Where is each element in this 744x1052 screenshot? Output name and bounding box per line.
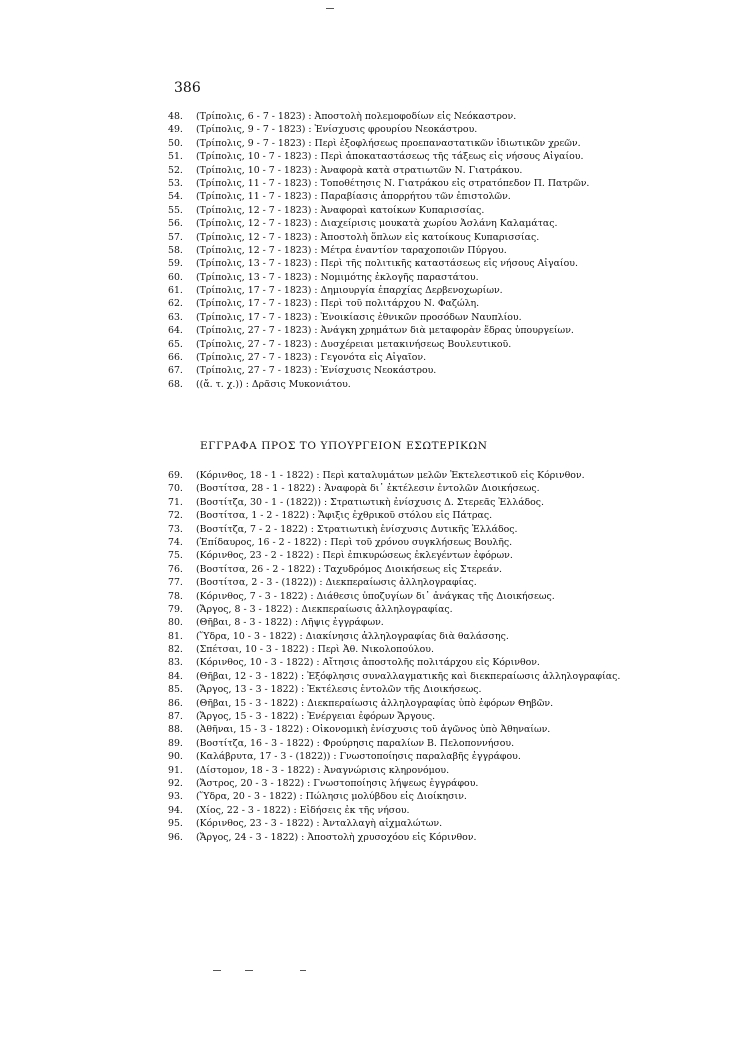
- item-number: 57.: [168, 231, 183, 243]
- list-item: [168, 831, 620, 844]
- item-number: 92.: [168, 777, 183, 789]
- item-text: (Τρίπολις, 11 - 7 - 1823) : Τοποθέτησις Ν. Γιατράκου εἰς στρατόπεδον Π. Πατρῶν.: [196, 177, 590, 189]
- item-text: (Κόρινθος, 10 - 3 - 1822) : Αἴτησις ἀποστολῆς πολιτάρχου εἰς Κόρινθον.: [196, 657, 540, 669]
- item-text: (Ἄστρος, 20 - 3 - 1822) : Γνωστοποίησις λήψεως ἐγγράφου.: [196, 777, 479, 789]
- item-number: 56.: [168, 218, 183, 230]
- item-number: 84.: [168, 670, 183, 682]
- list-item: [168, 656, 620, 669]
- item-number: 75.: [168, 550, 183, 562]
- list-item: [168, 378, 589, 391]
- list-item: [168, 110, 589, 123]
- scan-mark-bottom-3: [300, 970, 306, 971]
- list-item: [168, 271, 589, 284]
- item-text: (Θῆβαι, 15 - 3 - 1822) : Διεκπεραίωσις ἀλληλογραφίας ὑπὸ ἐφόρων Θηβῶν.: [196, 697, 554, 709]
- item-number: 85.: [168, 684, 183, 696]
- item-number: 60.: [168, 271, 183, 283]
- item-number: 58.: [168, 244, 183, 256]
- item-text: (Τρίπολις, 10 - 7 - 1823) : Ἀναφορὰ κατὰ στρατιωτῶν Ν. Γιατράκου.: [196, 164, 523, 176]
- item-text: (Τρίπολις, 27 - 7 - 1823) : Ἐνίσχυσις Νεοκάστρου.: [196, 365, 437, 377]
- item-number: 66.: [168, 352, 183, 364]
- list-item: [168, 590, 620, 603]
- list-item: [168, 643, 620, 656]
- item-text: (Καλάβρυτα, 17 - 3 - (1822)) : Γνωστοποίησις παραλαβῆς ἐγγράφου.: [196, 751, 521, 763]
- item-text: (Ὕδρα, 20 - 3 - 1822) : Πώλησις μολύβδου εἰς Διοίκησιν.: [196, 791, 467, 803]
- item-number: 95.: [168, 818, 183, 830]
- item-text: (Ἄργος, 8 - 3 - 1822) : Διεκπεραίωσις ἀλληλογραφίας.: [196, 603, 453, 615]
- list-item: [168, 190, 589, 203]
- list-item: [168, 284, 589, 297]
- list-item: [168, 549, 620, 562]
- item-number: 89.: [168, 737, 183, 749]
- list-item: [168, 737, 620, 750]
- list-item: [168, 817, 620, 830]
- item-number: 68.: [168, 378, 183, 390]
- item-text: (Τρίπολις, 6 - 7 - 1823) : Ἀποστολὴ πολεμοφοδίων εἰς Νεόκαστρον.: [196, 111, 517, 122]
- item-number: 50.: [168, 137, 183, 149]
- item-number: 90.: [168, 751, 183, 763]
- item-text: (Θῆβαι, 8 - 3 - 1822) : Λῆψις ἐγγράφων.: [196, 617, 384, 629]
- item-number: 86.: [168, 697, 183, 709]
- list-item: [168, 338, 589, 351]
- item-number: 81.: [168, 630, 183, 642]
- list-item: [168, 509, 620, 522]
- item-text: (Τρίπολις, 27 - 7 - 1823) : Ἀνάγκη χρημάτων διὰ μεταφορὰν ἕδρας ὑπουργείων.: [196, 325, 574, 337]
- item-text: (Τρίπολις, 27 - 7 - 1823) : Γεγονότα εἰς Αἰγαῖον.: [196, 352, 427, 364]
- item-text: (Βοστίτζα, 30 - 1 - (1822)) : Στρατιωτικὴ ἐνίσχυσις Δ. Στερεᾶς Ἑλλάδος.: [196, 496, 545, 508]
- item-number: 61.: [168, 285, 183, 297]
- item-text: (Κόρινθος, 23 - 2 - 1822) : Περὶ ἐπικυρώσεως ἐκλεγέντων ἐφόρων.: [196, 550, 513, 562]
- page-number: 386: [174, 80, 201, 96]
- item-number: 71.: [168, 496, 183, 508]
- item-number: 93.: [168, 791, 183, 803]
- item-text: (Χίος, 22 - 3 - 1822) : Εἰδήσεις ἐκ τῆς νήσου.: [196, 804, 410, 816]
- list-item: [168, 710, 620, 723]
- item-text: (Τρίπολις, 12 - 7 - 1823) : Ἀναφοραὶ κατοίκων Κυπαρισσίας.: [196, 204, 485, 216]
- item-text: (Κόρινθος, 23 - 3 - 1822) : Ἀνταλλαγὴ αἰχμαλώτων.: [196, 818, 443, 830]
- item-text: (Τρίπολις, 12 - 7 - 1823) : Ἀποστολὴ ὅπλων εἰς κατοίκους Κυπαρισσίας.: [196, 231, 540, 243]
- item-text: (Τρίπολις, 17 - 7 - 1823) : Δημιουργία ἐπαρχίας Δερβενοχωρίων.: [196, 285, 503, 297]
- item-text: (Βοστίτσα, 26 - 2 - 1822) : Ταχυδρόμος Διοικήσεως εἰς Στερεάν.: [196, 563, 503, 575]
- item-text: (Τρίπολις, 9 - 7 - 1823) : Περὶ ἐξοφλήσεως προεπαναστατικῶν ἰδιωτικῶν χρεῶν.: [196, 137, 581, 149]
- item-number: 80.: [168, 617, 183, 629]
- scan-mark-bottom-1: [213, 970, 221, 971]
- item-text: (Δίστομον, 18 - 3 - 1822) : Ἀναγνώρισις κληρονόμου.: [196, 764, 450, 776]
- list-item: [168, 563, 620, 576]
- item-number: 49.: [168, 124, 183, 136]
- item-number: 59.: [168, 258, 183, 270]
- list-item: [168, 204, 589, 217]
- list-item: [168, 683, 620, 696]
- list-item: [168, 804, 620, 817]
- item-number: 77.: [168, 577, 183, 589]
- list-item: [168, 616, 620, 629]
- item-number: 55.: [168, 204, 183, 216]
- item-text: (Ὕδρα, 10 - 3 - 1822) : Διακίνησις ἀλληλογραφίας διὰ θαλάσσης.: [196, 630, 509, 642]
- item-number: 76.: [168, 563, 183, 575]
- item-number: 83.: [168, 657, 183, 669]
- list-item: [168, 364, 589, 377]
- list-item: [168, 311, 589, 324]
- list-item: [168, 137, 589, 150]
- list-item: [168, 697, 620, 710]
- list-item: [168, 496, 620, 509]
- item-number: 79.: [168, 603, 183, 615]
- list-item: [168, 123, 589, 136]
- item-text: (Βοστίτζα, 16 - 3 - 1822) : Φρούρησις παραλίων Β. Πελοποννήσου.: [196, 737, 515, 749]
- list-item: [168, 297, 589, 310]
- list-item: [168, 630, 620, 643]
- item-text: (Τρίπολις, 12 - 7 - 1823) : Μέτρα ἐναντίον ταραχοποιῶν Πύργου.: [196, 244, 507, 256]
- item-number: 72.: [168, 510, 183, 522]
- item-number: 67.: [168, 365, 183, 377]
- item-text: (Βοστίτσα, 2 - 3 - (1822)) : Διεκπεραίωσις ἀλληλογραφίας.: [196, 577, 477, 589]
- list-item: [168, 324, 589, 337]
- item-number: 53.: [168, 177, 183, 189]
- list-item: [168, 750, 620, 763]
- list-item: [168, 536, 620, 549]
- list-item: [168, 790, 620, 803]
- item-text: (Ἄργος, 24 - 3 - 1822) : Ἀποστολὴ χρυσοχόου εἰς Κόρινθον.: [196, 831, 477, 843]
- item-text: (Ἄργος, 15 - 3 - 1822) : Ἐνέργειαι ἐφόρων Ἄργους.: [196, 711, 436, 723]
- item-number: 94.: [168, 804, 183, 816]
- item-text: (Ἐπίδαυρος, 16 - 2 - 1822) : Περὶ τοῦ χρόνου συγκλήσεως Βουλῆς.: [196, 536, 513, 548]
- item-number: 74.: [168, 536, 183, 548]
- item-text: (Βοστίτσα, 1 - 2 - 1822) : Ἄφιξις ἐχθρικοῦ στόλου εἰς Πάτρας.: [196, 510, 493, 522]
- scan-mark-bottom-2: [245, 970, 253, 971]
- item-text: (Τρίπολις, 12 - 7 - 1823) : Διαχείρισις μουκατὰ χωρίου Ἀσλάνη Καλαμάτας.: [196, 218, 558, 230]
- item-text: (Τρίπολις, 13 - 7 - 1823) : Νομιμότης ἐκλογῆς παραστάτου.: [196, 271, 479, 283]
- item-number: 65.: [168, 338, 183, 350]
- item-text: (Βοστίτζα, 7 - 2 - 1822) : Στρατιωτικὴ ἐνίσχυσις Δυτικῆς Ἑλλάδος.: [196, 523, 518, 535]
- item-number: 82.: [168, 644, 183, 656]
- item-text: ((ἄ. τ. χ.)) : Δρᾶσις Μυκονιάτου.: [196, 378, 351, 390]
- item-text: (Θῆβαι, 12 - 3 - 1822) : Ἐξόφλησις συναλλαγματικῆς καὶ διεκπεραίωσις ἀλληλογραφίας.: [196, 670, 621, 682]
- item-text: (Τρίπολις, 9 - 7 - 1823) : Ἐνίσχυσις φρουρίου Νεοκάστρου.: [196, 124, 478, 136]
- scan-mark-top: [326, 8, 334, 9]
- document-list-interior-ministry: [168, 469, 620, 844]
- item-text: (Κόρινθος, 18 - 1 - 1822) : Περὶ καταλυμάτων μελῶν Ἐκτελεστικοῦ εἰς Κόρινθον.: [196, 470, 585, 481]
- item-number: 78.: [168, 590, 183, 602]
- item-number: 62.: [168, 298, 183, 310]
- list-item: [168, 523, 620, 536]
- list-item: [168, 164, 589, 177]
- section-heading: ΕΓΓΡΑΦΑ ΠΡΟΣ ΤΟ ΥΠΟΥΡΓΕΙΟΝ ΕΣΩΤΕΡΙΚΩΝ: [200, 440, 488, 452]
- item-text: (Τρίπολις, 17 - 7 - 1823) : Περὶ τοῦ πολιτάρχου Ν. Φαζώλη.: [196, 298, 480, 310]
- item-text: (Κόρινθος, 7 - 3 - 1822) : Διάθεσις ὑποζυγίων δι᾿ ἀνάγκας τῆς Διοικήσεως.: [196, 590, 555, 602]
- list-item: [168, 482, 620, 495]
- item-text: (Ἄργος, 13 - 3 - 1822) : Ἐκτέλεσις ἐντολῶν τῆς Διοικήσεως.: [196, 684, 482, 696]
- item-number: 48.: [168, 111, 183, 122]
- list-item: [168, 670, 620, 683]
- item-text: (Τρίπολις, 17 - 7 - 1823) : Ἐνοικίασις ἐθνικῶν προσόδων Ναυπλίου.: [196, 311, 522, 323]
- list-item: [168, 150, 589, 163]
- document-list-continued: [168, 110, 589, 391]
- item-number: 91.: [168, 764, 183, 776]
- list-item: [168, 217, 589, 230]
- item-text: (Σπέτσαι, 10 - 3 - 1822) : Περὶ Ἀθ. Νικολοπούλου.: [196, 644, 434, 656]
- item-text: (Τρίπολις, 10 - 7 - 1823) : Περὶ ἀποκαταστάσεως τῆς τάξεως εἰς νήσους Αἰγαίου.: [196, 151, 584, 163]
- item-number: 54.: [168, 191, 183, 203]
- item-number: 87.: [168, 711, 183, 723]
- item-number: 64.: [168, 325, 183, 337]
- item-number: 88.: [168, 724, 183, 736]
- item-text: (Τρίπολις, 11 - 7 - 1823) : Παραβίασις ἀπορρήτου τῶν ἐπιστολῶν.: [196, 191, 511, 203]
- item-number: 63.: [168, 311, 183, 323]
- item-text: (Τρίπολις, 27 - 7 - 1823) : Δυσχέρειαι μετακινήσεως Βουλευτικοῦ.: [196, 338, 512, 350]
- item-number: 96.: [168, 831, 183, 843]
- list-item: [168, 764, 620, 777]
- item-number: 51.: [168, 151, 183, 163]
- item-text: (Ἀθῆναι, 15 - 3 - 1822) : Οἰκονομικὴ ἐνίσχυσις τοῦ ἀγῶνος ὑπὸ Ἀθηναίων.: [196, 724, 551, 736]
- item-number: 73.: [168, 523, 183, 535]
- list-item: [168, 723, 620, 736]
- list-item: [168, 244, 589, 257]
- list-item: [168, 351, 589, 364]
- list-item: [168, 257, 589, 270]
- item-number: 69.: [168, 470, 183, 481]
- item-number: 70.: [168, 483, 183, 495]
- item-text: (Τρίπολις, 13 - 7 - 1823) : Περὶ τῆς πολιτικῆς καταστάσεως εἰς νήσους Αἰγαίου.: [196, 258, 578, 270]
- item-text: (Βοστίτσα, 28 - 1 - 1822) : Ἀναφορὰ δι᾿ ἐκτέλεσιν ἐντολῶν Διοικήσεως.: [196, 483, 540, 495]
- list-item: [168, 177, 589, 190]
- list-item: [168, 603, 620, 616]
- list-item: [168, 777, 620, 790]
- item-number: 52.: [168, 164, 183, 176]
- list-item: [168, 469, 620, 482]
- list-item: [168, 231, 589, 244]
- list-item: [168, 576, 620, 589]
